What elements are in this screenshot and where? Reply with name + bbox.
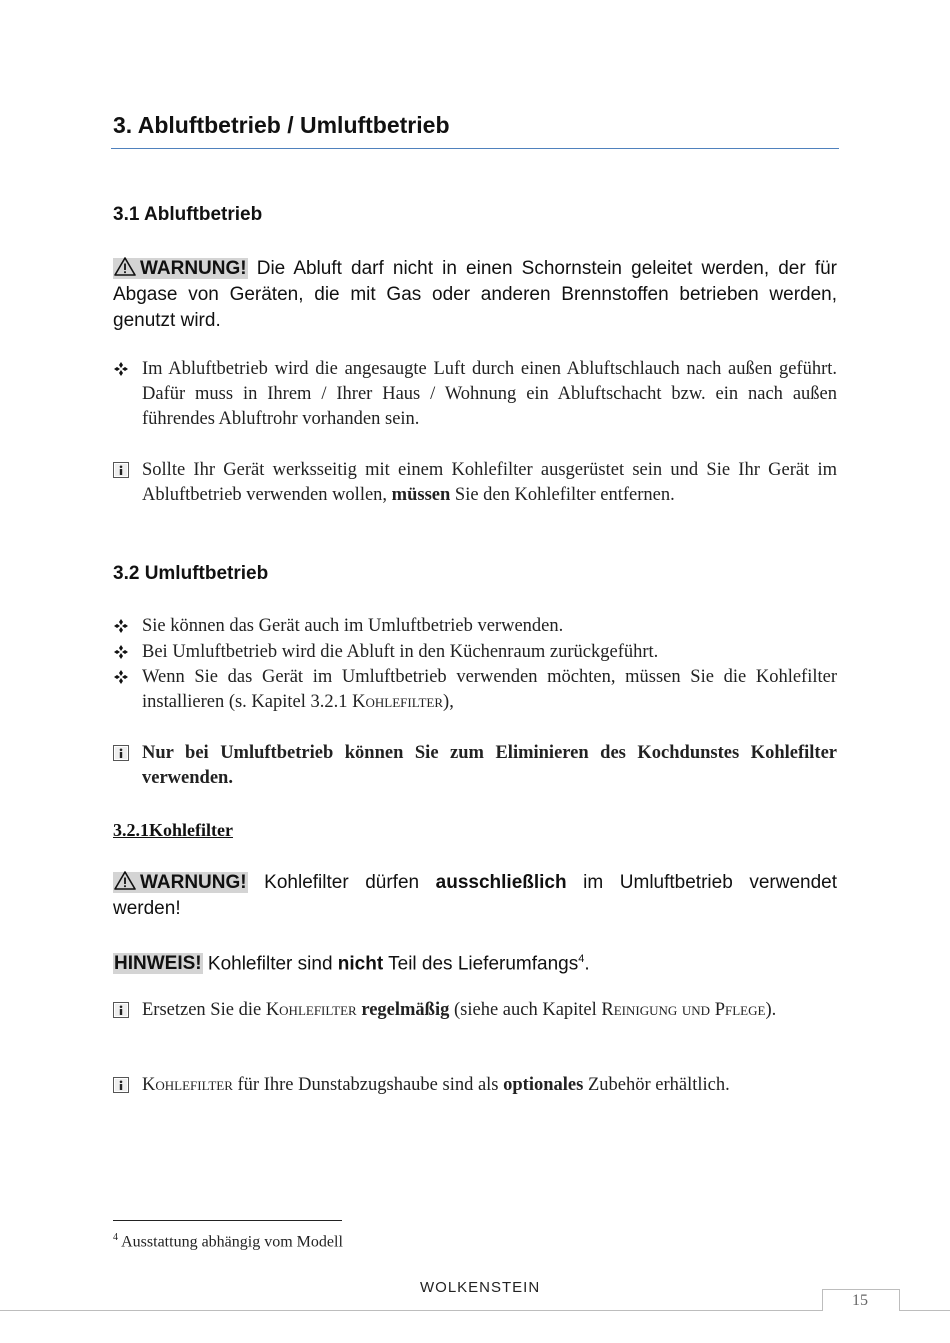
info-text: [142, 458, 837, 508]
four-diamond-bullet-icon: [113, 669, 129, 685]
warning-label-1: [113, 258, 248, 279]
info-item-umluft: [113, 741, 837, 791]
footnote-text: Ausstattung abhängig vom Modell: [121, 1233, 343, 1251]
info-text-b: Zubehör erhältlich.: [587, 1075, 730, 1095]
info-item-kohlefilter-2: [113, 1073, 837, 1098]
list-item-umluft-1: [113, 614, 837, 639]
section-3-1-title: 3.1 Abluftbetrieb: [113, 204, 263, 225]
warning-text-bold: ausschließlich: [435, 872, 567, 893]
title-underline: [111, 148, 839, 149]
warning-text-1: Die Abluft darf nicht in einen Schornstein geleitet werden, der für Abgase von Geräten, die mit Gas oder anderen Brennstoffen betrieben werden, genutzt wird.: [113, 258, 837, 331]
info-text-a: Sollte Ihr Gerät werksseitig mit einem Kohlefilter ausgerüstet sein und Sie Ihr Gerät im Abluftbetrieb verwenden wollen,: [142, 460, 837, 505]
info-text: [142, 741, 837, 791]
info-text-bold: Nur bei Umluftbetrieb können Sie zum Eliminieren des Kochdunstes Kohlefilter verwenden.: [142, 743, 837, 788]
warning-text-b: im Umluftbetrieb verwendet werden!: [113, 872, 837, 919]
warning-label-text-1: WARNUNG!: [140, 258, 247, 279]
footnote-reference: 4: [578, 953, 585, 965]
term-kohlefilter: Kohlefilter: [142, 1075, 233, 1095]
warning-label-text-2: WARNUNG!: [140, 872, 247, 893]
section-3-2-1-title: 3.2.1Kohlefilter: [113, 820, 233, 840]
chapter-reference: Reinigung und Pflege: [601, 1000, 766, 1020]
warning-text-a: Kohlefilter dürfen: [264, 872, 420, 893]
info-text: [142, 998, 837, 1023]
info-item-abluft: [113, 458, 837, 508]
info-icon: [113, 745, 129, 761]
list-item-text: Sie können das Gerät auch im Umluftbetrieb verwenden.: [142, 616, 564, 636]
info-text-a: Ersetzen Sie die: [142, 1000, 262, 1020]
info-icon: [113, 462, 129, 478]
term-kohlefilter: Kohlefilter: [265, 1000, 357, 1020]
page-number: 15: [852, 1292, 868, 1309]
hinweis-text-end: .: [584, 953, 590, 975]
info-text-c: ).: [765, 1000, 777, 1020]
info-text-bold: regelmäßig: [361, 1000, 450, 1020]
info-icon: [113, 1002, 129, 1018]
footnote-number: 4: [113, 1232, 118, 1243]
warning-triangle-icon: [114, 871, 136, 890]
info-text-a: für Ihre Dunstabzugshaube sind als: [237, 1075, 499, 1095]
list-item-umluft-2: [113, 640, 837, 665]
list-text-a: Wenn Sie das Gerät im Umluftbetrieb verwenden möchten, müssen Sie die Kohlefilter installieren (s. Kapitel 3.2.1: [142, 667, 837, 712]
warning-paragraph-2: [113, 870, 837, 922]
footnote: [113, 1232, 343, 1251]
list-item-text: Im Abluftbetrieb wird die angesaugte Luft durch einen Abluftschlauch nach außen geführt. Dafür muss in Ihrem / Ihrer Haus / Wohnung ein Abluftschacht bzw. ein nach außen führendes Abluftrohr vorhanden sein.: [142, 359, 837, 429]
page-title: 3. Abluftbetrieb / Umluftbetrieb: [113, 112, 450, 138]
list-item-text: [142, 665, 837, 715]
hinweis-label: HINWEIS!: [114, 953, 202, 975]
warning-triangle-icon: [114, 257, 136, 276]
hinweis-text-a: Kohlefilter sind: [207, 953, 333, 975]
list-item-abluft: [113, 357, 837, 432]
info-text-b: (siehe auch Kapitel: [453, 1000, 597, 1020]
four-diamond-bullet-icon: [113, 618, 129, 634]
hinweis-paragraph: [113, 946, 837, 977]
info-text: [142, 1073, 837, 1098]
list-item-text: Bei Umluftbetrieb wird die Abluft in den Küchenraum zurückgeführt.: [142, 642, 659, 662]
list-text-b: ),: [443, 692, 454, 712]
info-text-bold: optionales: [503, 1075, 584, 1095]
info-text-b: Sie den Kohlefilter entfernen.: [454, 485, 675, 505]
warning-label-2: [113, 872, 248, 893]
hinweis-text-b: Teil des Lieferumfangs: [388, 953, 579, 975]
warning-paragraph-1: [113, 256, 837, 334]
hinweis-text-bold: nicht: [337, 953, 384, 975]
footnote-separator: [113, 1220, 342, 1221]
info-icon: [113, 1077, 129, 1093]
info-text-bold: müssen: [391, 485, 451, 505]
four-diamond-bullet-icon: [113, 644, 129, 660]
four-diamond-bullet-icon: [113, 361, 129, 377]
list-item-umluft-3: [113, 665, 837, 715]
brand-logo: WOLKENSTEIN: [420, 1279, 541, 1296]
section-3-2-title: 3.2 Umluftbetrieb: [113, 563, 269, 584]
chapter-reference: Kohlefilter: [352, 692, 444, 712]
footer-rule: [0, 1310, 950, 1311]
info-item-kohlefilter-1: [113, 998, 837, 1023]
